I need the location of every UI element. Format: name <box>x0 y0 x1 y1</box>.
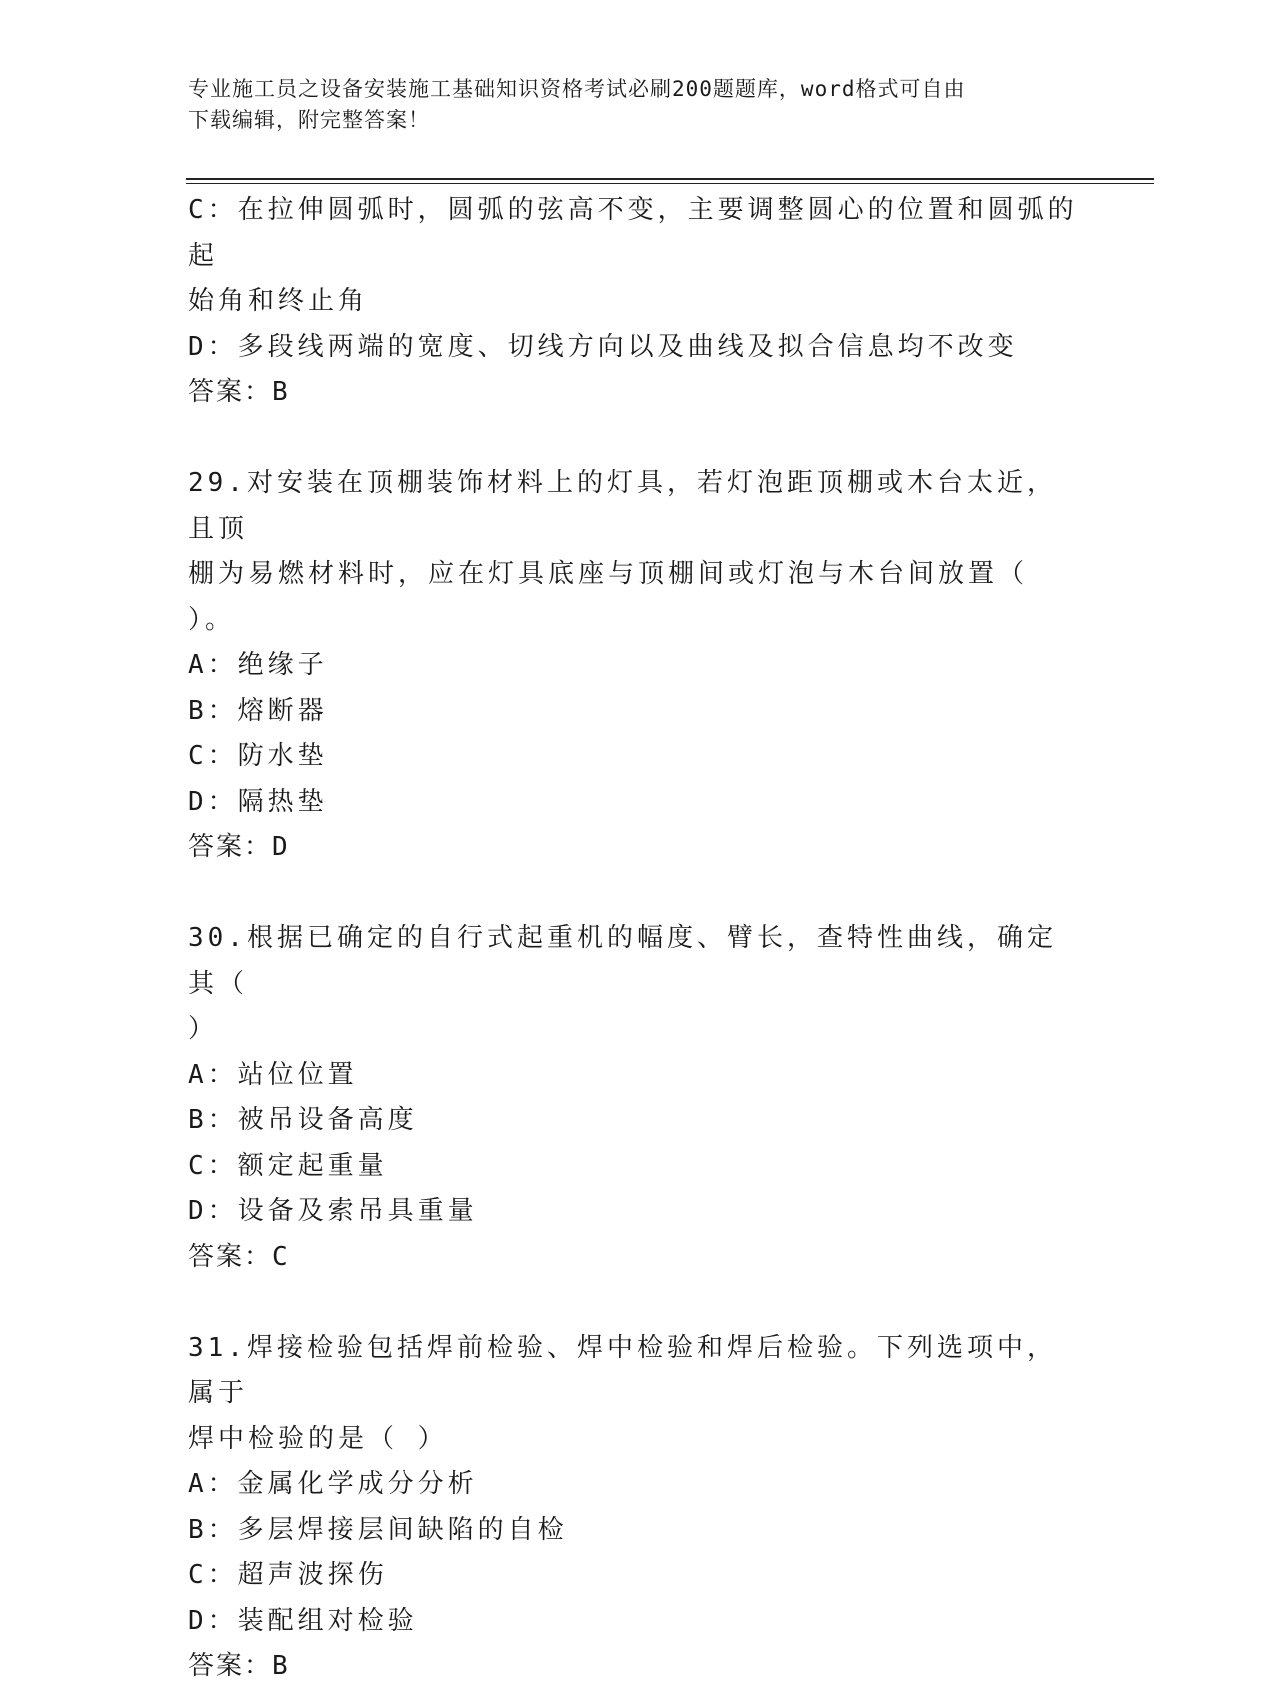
question-content <box>188 188 1078 1690</box>
option-c: C：额定起重量 <box>188 1150 388 1181</box>
option-b: B：熔断器 <box>188 695 328 726</box>
spacer <box>188 871 1078 917</box>
option-a: A：绝缘子 <box>188 650 328 680</box>
option-c: C：在拉伸圆弧时，圆弧的弦高不变，主要调整圆心的位置和圆弧的起 <box>188 195 1078 271</box>
spacer <box>188 416 1078 462</box>
question-block-30 <box>188 916 1078 1280</box>
option-d: D：装配组对检验 <box>188 1605 418 1636</box>
question-stem: 31.焊接检验包括焊前检验、焊中检验和焊后检验。下列选项中，属于 <box>188 1332 1057 1408</box>
option-d: D：多段线两端的宽度、切线方向以及曲线及拟合信息均不改变 <box>188 331 1018 362</box>
question-stem-continued: 焊中检验的是（ ） <box>188 1423 448 1454</box>
header-line-1: 专业施工员之设备安装施工基础知识资格考试必刷200题题库，word格式可自由 <box>188 77 966 101</box>
document-header <box>188 74 1068 136</box>
answer: 答案：D <box>188 832 290 862</box>
question-stem-continued: 棚为易燃材料时，应在灯具底座与顶棚间或灯泡与木台间放置（ ）。 <box>188 559 1048 635</box>
question-block-31 <box>188 1326 1078 1690</box>
option-d: D：隔热垫 <box>188 786 328 817</box>
question-stem: 30.根据已确定的自行式起重机的幅度、臂长，查特性曲线，确定其（ <box>188 923 1057 999</box>
header-divider-thin <box>186 183 1154 184</box>
option-c-continued: 始角和终止角 <box>188 286 369 316</box>
option-b: B：多层焊接层间缺陷的自检 <box>188 1514 568 1545</box>
option-d: D：设备及索吊具重量 <box>188 1196 478 1226</box>
answer: 答案：C <box>188 1241 290 1272</box>
header-line-2: 下载编辑，附完整答案！ <box>188 108 430 132</box>
question-stem-continued: ） <box>188 1014 219 1044</box>
answer: 答案：B <box>188 1651 290 1681</box>
question-stem: 29.对安装在顶棚装饰材料上的灯具，若灯泡距顶棚或木台太近，且顶 <box>188 468 1057 544</box>
option-b: B：被吊设备高度 <box>188 1105 418 1135</box>
header-divider-thick <box>186 178 1154 180</box>
option-c: C：超声波探伤 <box>188 1560 388 1590</box>
question-block-partial <box>188 188 1078 416</box>
option-c: C：防水垫 <box>188 741 328 771</box>
answer: 答案：B <box>188 377 290 407</box>
question-block-29 <box>188 461 1078 871</box>
option-a: A：站位位置 <box>188 1059 358 1090</box>
spacer <box>188 1280 1078 1326</box>
option-a: A：金属化学成分分析 <box>188 1469 478 1499</box>
